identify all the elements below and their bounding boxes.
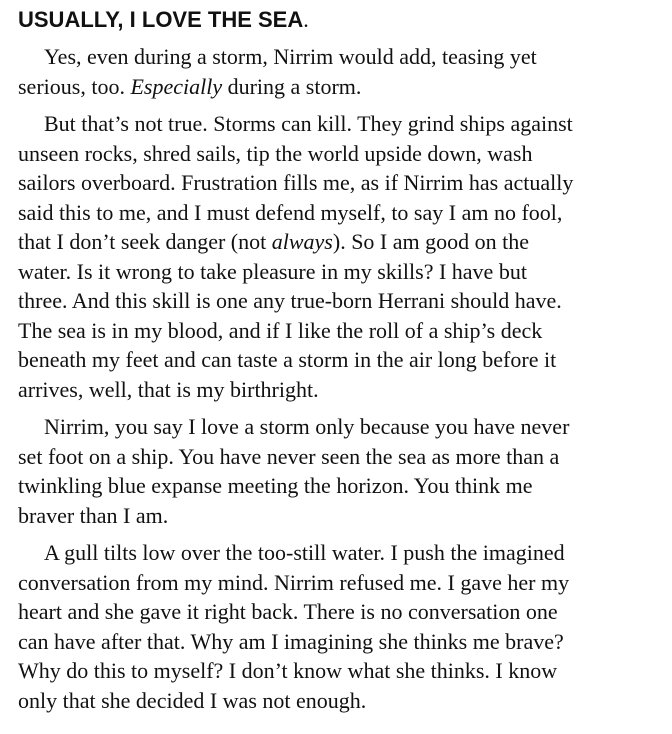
paragraph (18, 109, 662, 404)
text-run: sailors overboard. Frustration fills me, as if Nirrim has actually (18, 170, 574, 195)
text-line (18, 109, 662, 139)
text-line (18, 627, 662, 657)
text-run: conversation from my mind. Nirrim refused me. I gave her my (18, 569, 570, 595)
text-run: braver than I am. (18, 502, 169, 528)
text-line (18, 286, 662, 316)
text-line (18, 656, 662, 686)
text-run: set foot on a ship. You have never seen the sea as more than a (18, 443, 560, 469)
text-line (18, 257, 662, 287)
chapter-heading-text: USUALLY, I LOVE THE SEA (18, 7, 304, 32)
text-line (18, 316, 662, 346)
text-run: that I don’t seek danger (not (18, 229, 272, 254)
text-line (18, 538, 662, 568)
text-run: Why do this to myself? I don’t know what she thinks. I know (18, 658, 558, 683)
text-run: ). So I am good on the (332, 229, 530, 254)
text-run: said this to me, and I must defend myself, to say I am no fool, (18, 199, 563, 225)
text-run: arrives, well, that is my birthright. (18, 376, 319, 402)
text-run: water. Is it wrong to take pleasure in my skills? I have but (18, 258, 527, 284)
text-line (18, 568, 662, 598)
text-run: But that’s not true. Storms can kill. They grind ships against (44, 111, 573, 136)
text-line (18, 471, 662, 501)
text-run: only that she decided I was not enough. (18, 687, 367, 713)
paragraph (18, 42, 662, 101)
text-line (18, 72, 662, 102)
text-run: during a storm. (222, 73, 362, 99)
document-page (18, 6, 662, 723)
text-run: unseen rocks, shred sails, tip the world upside down, wash (18, 140, 533, 166)
paragraph (18, 538, 662, 715)
text-line (18, 345, 662, 375)
text-line (18, 168, 662, 198)
text-run: Nirrim, you say I love a storm only because you have never (44, 414, 570, 439)
chapter-heading (18, 6, 662, 34)
text-line (18, 42, 662, 72)
emphasis-text: Especially (130, 73, 223, 99)
text-run: Yes, even during a storm, Nirrim would add, teasing yet (44, 44, 537, 69)
text-line (18, 227, 662, 257)
text-line (18, 686, 662, 716)
body-text (18, 42, 662, 715)
text-line (18, 442, 662, 472)
text-run: A gull tilts low over the too-still water. I push the imagined (44, 540, 565, 565)
text-line (18, 375, 662, 405)
text-run: The sea is in my blood, and if I like the roll of a ship’s deck (18, 317, 543, 343)
emphasis-text: always (271, 229, 333, 254)
text-run: heart and she gave it right back. There is no conversation one (18, 599, 558, 624)
text-line (18, 412, 662, 442)
text-run: serious, too. (18, 73, 131, 99)
text-line (18, 597, 662, 627)
text-run: beneath my feet and can taste a storm in the air long before it (18, 347, 557, 372)
text-line (18, 198, 662, 228)
paragraph (18, 412, 662, 530)
text-run: three. And this skill is one any true-born Herrani should have. (18, 288, 562, 313)
text-line (18, 139, 662, 169)
chapter-heading-period: . (303, 7, 309, 32)
text-run: can have after that. Why am I imagining she thinks me brave? (18, 628, 564, 654)
text-run: twinkling blue expanse meeting the horizon. You think me (18, 473, 533, 498)
text-line (18, 501, 662, 531)
